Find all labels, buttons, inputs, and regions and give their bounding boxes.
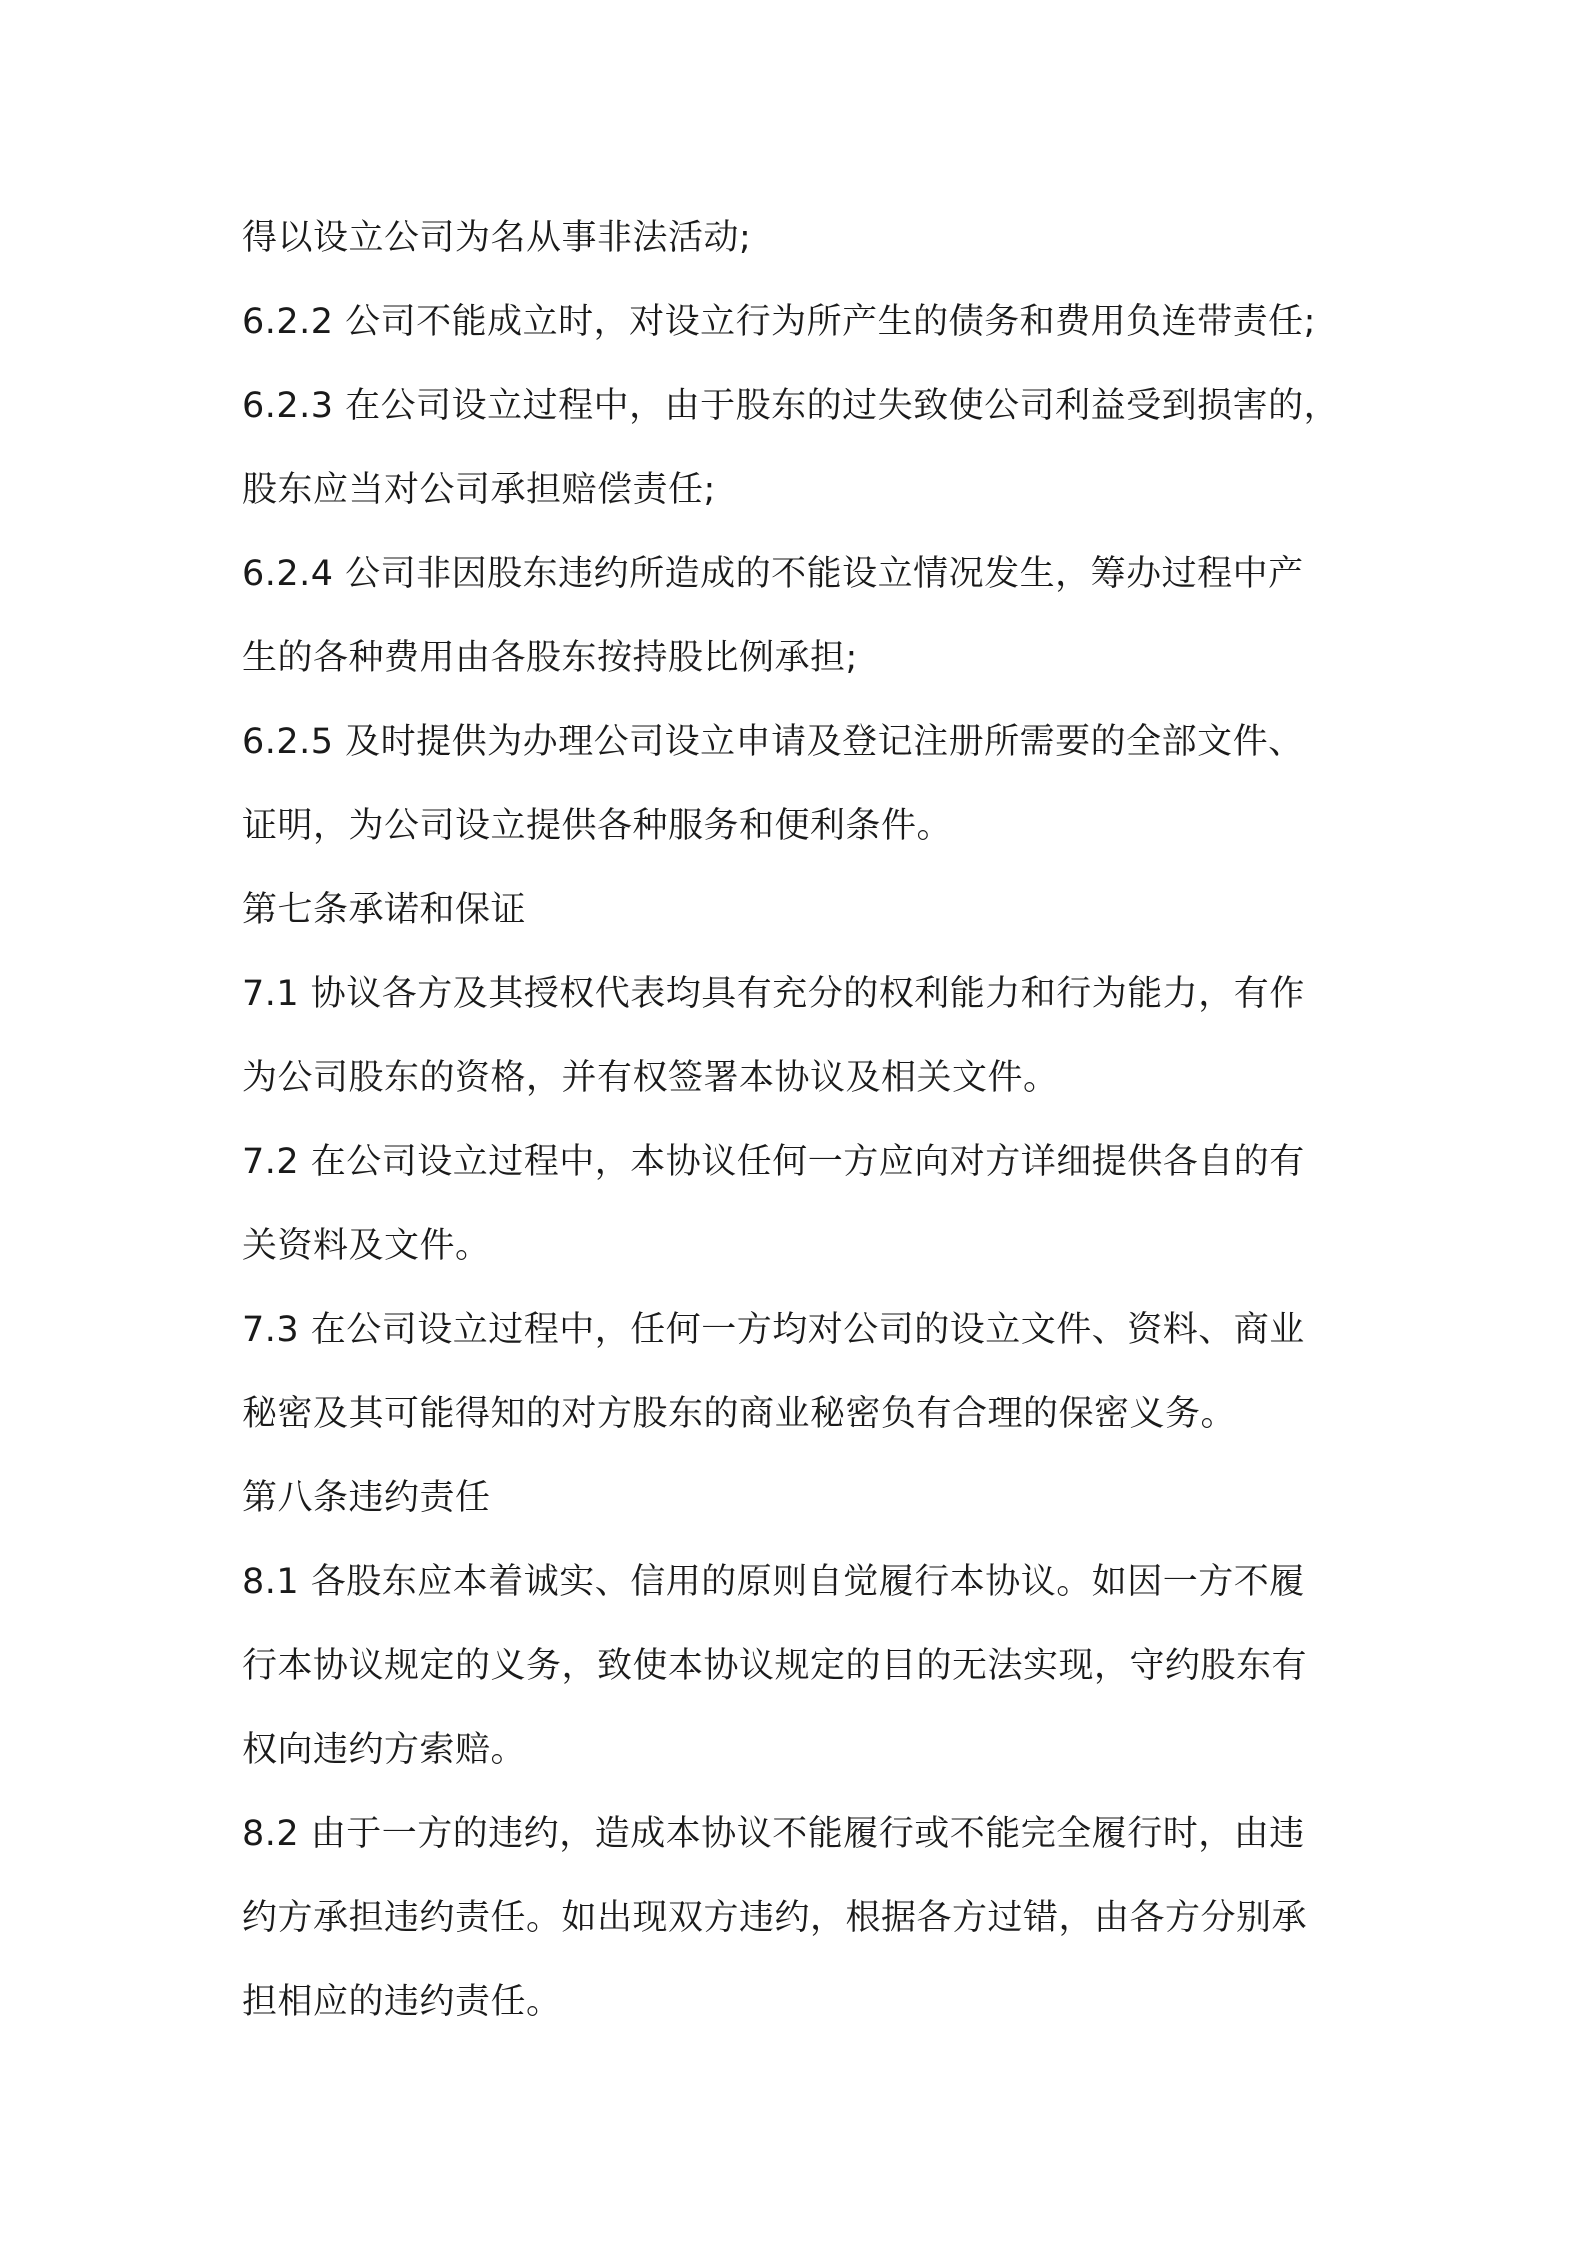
text-line: 生的各种费用由各股东按持股比例承担; <box>242 638 858 678</box>
clause-8-2: 8.2 由于一方的违约，造成本协议不能履行或不能完全履行时，由违 <box>242 1814 1305 1854</box>
clause-6-2-2: 6.2.2 公司不能成立时，对设立行为所产生的债务和费用负连带责任; <box>242 302 1316 342</box>
text-line: 关资料及文件。 <box>242 1226 491 1266</box>
clause-7-3: 7.3 在公司设立过程中，任何一方均对公司的设立文件、资料、商业 <box>242 1310 1305 1350</box>
text-line: 股东应当对公司承担赔偿责任; <box>242 470 716 510</box>
section-heading-article-8: 第八条违约责任 <box>242 1478 491 1518</box>
text-line: 为公司股东的资格，并有权签署本协议及相关文件。 <box>242 1058 1059 1098</box>
clause-6-2-4: 6.2.4 公司非因股东违约所造成的不能设立情况发生，筹办过程中产 <box>242 554 1304 594</box>
text-line: 秘密及其可能得知的对方股东的商业秘密负有合理的保密义务。 <box>242 1394 1237 1434</box>
text-line: 担相应的违约责任。 <box>242 1982 562 2022</box>
clause-7-2: 7.2 在公司设立过程中，本协议任何一方应向对方详细提供各自的有 <box>242 1142 1305 1182</box>
clause-6-2-3: 6.2.3 在公司设立过程中，由于股东的过失致使公司利益受到损害的， <box>242 386 1340 426</box>
text-line: 证明，为公司设立提供各种服务和便利条件。 <box>242 806 953 846</box>
clause-8-1: 8.1 各股东应本着诚实、信用的原则自觉履行本协议。如因一方不履 <box>242 1562 1305 1602</box>
section-heading-article-7: 第七条承诺和保证 <box>242 890 527 930</box>
text-line: 权向违约方索赔。 <box>242 1730 527 1770</box>
text-line: 约方承担违约责任。如出现双方违约，根据各方过错，由各方分别承 <box>242 1898 1308 1938</box>
clause-6-2-5: 6.2.5 及时提供为办理公司设立申请及登记注册所需要的全部文件、 <box>242 722 1304 762</box>
document-body <box>242 196 1362 2044</box>
text-line: 行本协议规定的义务，致使本协议规定的目的无法实现，守约股东有 <box>242 1646 1308 1686</box>
clause-7-1: 7.1 协议各方及其授权代表均具有充分的权利能力和行为能力，有作 <box>242 974 1305 1014</box>
text-line: 得以设立公司为名从事非法活动; <box>242 218 752 258</box>
